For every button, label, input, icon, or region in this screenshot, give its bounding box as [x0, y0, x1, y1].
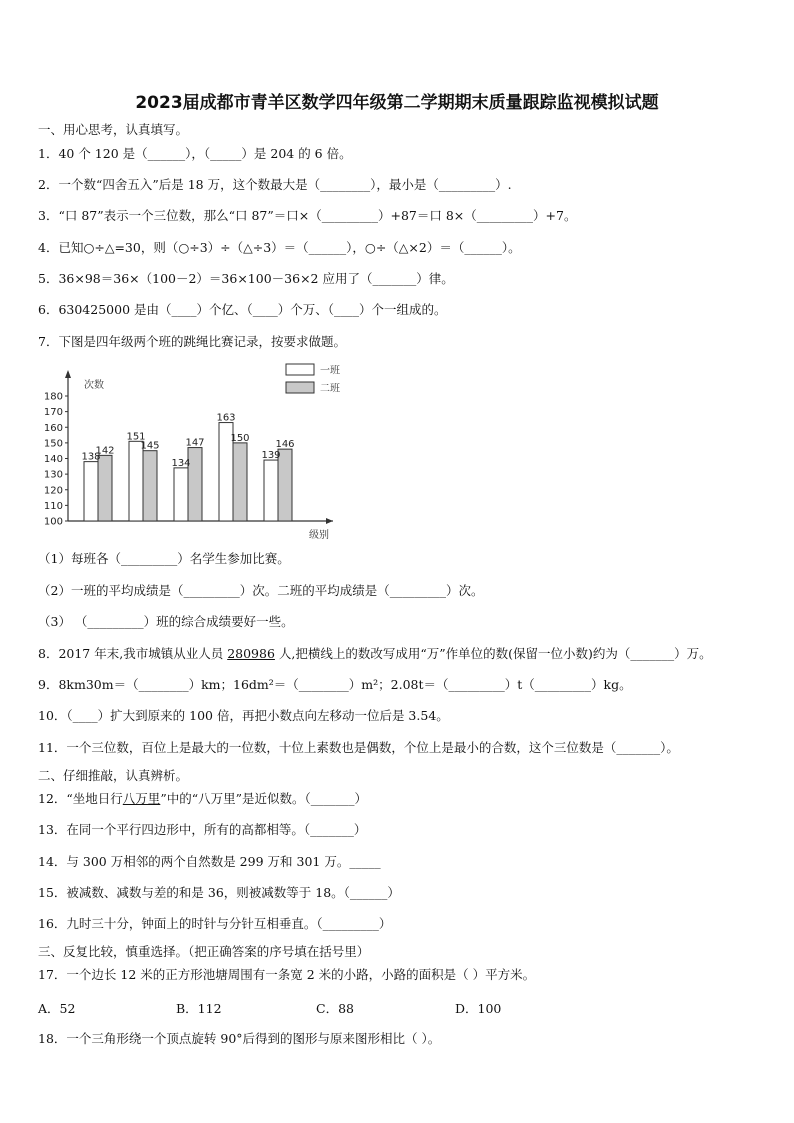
data-label: 150 [230, 432, 250, 444]
legend-label: 二班 [320, 383, 340, 395]
option-a[interactable]: A．52 [38, 1001, 76, 1016]
question-4: 4．已知○÷△=30，则（○÷3）÷（△÷3）＝（______），○÷（△×2）＝（______）。 [38, 240, 521, 255]
page-title: 2023届成都市青羊区数学四年级第二学期期末质量跟踪监视模拟试题 [135, 93, 659, 113]
question-9: 9．8km30m＝（________）km；16dm²＝（________）m²；2.08t＝（_________）t（_________）kg。 [38, 677, 632, 692]
section-1-heading: 一、用心思考，认真填写。 [38, 122, 189, 137]
chart-svg [38, 356, 348, 546]
question-8-part-a: 8．2017 年末,我市城镇从业人员 [38, 646, 228, 661]
question-8-part-b: 人,把横线上的数改写成用“万”作单位的数(保留一位小数)约为（_______）万。 [274, 646, 712, 661]
chart-y-ticks [44, 392, 68, 528]
y-tick-label: 110 [43, 500, 63, 512]
question-13: 13．在同一个平行四边形中，所有的高都相等。（_______） [38, 822, 367, 837]
data-label: 147 [185, 437, 205, 449]
question-11: 11．一个三位数，百位上是最大的一位数，十位上素数也是偶数，个位上是最小的合数，这个三位数是（_______）。 [38, 740, 679, 755]
bar-class1 [129, 441, 143, 521]
y-tick-label: 170 [43, 407, 63, 419]
legend-label: 一班 [320, 365, 340, 377]
data-label: 163 [216, 412, 236, 424]
legend-swatch [286, 382, 314, 393]
bar-class2 [143, 451, 157, 521]
question-18: 18．一个三角形绕一个顶点旋转 90°后得到的图形与原来图形相比（ ）。 [38, 1031, 441, 1046]
question-12-underlined: 八万里 [122, 791, 161, 806]
data-label: 151 [126, 431, 146, 443]
y-tick-label: 140 [43, 454, 63, 465]
y-tick-label: 130 [43, 469, 63, 481]
data-label: 138 [81, 451, 101, 463]
x-axis-label: 级别 [309, 530, 329, 541]
y-tick-label: 100 [43, 516, 63, 528]
section-3-heading: 三、反复比较，慎重选择。（把正确答案的序号填在括号里） [38, 944, 370, 959]
y-tick-label: 120 [43, 485, 63, 497]
question-1: 1．40 个 120 是（______），（_____）是 204 的 6 倍。 [38, 146, 352, 161]
y-tick-label: 180 [43, 391, 63, 403]
question-15: 15．被减数、减数与差的和是 36，则被减数等于 18。（______） [38, 885, 400, 900]
option-c[interactable]: C．88 [316, 1001, 354, 1016]
y-axis-arrow [65, 370, 71, 378]
question-2: 2．一个数“四舍五入”后是 18 万，这个数最大是（________），最小是（_________）. [38, 177, 512, 192]
question-7-2: （2）一班的平均成绩是（_________）次。二班的平均成绩是（_________）次。 [38, 583, 484, 598]
question-7: 7．下图是四年级两个班的跳绳比赛记录，按要求做题。 [38, 334, 346, 349]
bar-class1 [84, 462, 98, 521]
data-label: 142 [95, 445, 115, 457]
data-label: 146 [275, 439, 295, 451]
y-tick-label: 160 [43, 422, 63, 434]
question-12 [38, 791, 367, 807]
bar-class1 [264, 460, 278, 521]
question-5: 5．36×98＝36×（100－2）＝36×100－36×2 应用了（_______）律。 [38, 271, 454, 286]
question-10: 10．（____）扩大到原来的 100 倍，再把小数点向左移动一位后是 3.54。 [38, 708, 449, 723]
chart-legend [286, 364, 340, 395]
y-tick-label: 150 [43, 438, 63, 450]
x-axis-arrow [326, 518, 333, 524]
option-b[interactable]: B．112 [176, 1001, 222, 1016]
bar-class2 [98, 455, 112, 521]
question-8 [38, 646, 712, 662]
question-16: 16．九时三十分，钟面上的时针与分针互相垂直。（_________） [38, 916, 392, 931]
question-17: 17．一个边长 12 米的正方形池塘周围有一条宽 2 米的小路，小路的面积是（ ）平方米。 [38, 967, 536, 982]
question-12-part-a: 12．“坐地日行 [38, 791, 123, 806]
question-12-part-b: ”中的“八万里”是近似数。（_______） [160, 791, 367, 806]
option-d[interactable]: D．100 [455, 1001, 502, 1016]
data-label: 134 [171, 457, 191, 469]
question-7-1: （1）每班各（_________）名学生参加比赛。 [38, 551, 290, 566]
data-label: 139 [261, 450, 281, 462]
chart-data-labels [81, 413, 294, 469]
question-7-3: （3） （_________）班的综合成绩要好一些。 [38, 614, 294, 629]
y-axis-label: 次数 [84, 380, 104, 391]
legend-swatch [286, 364, 314, 375]
question-6: 6．630425000 是由（____）个亿、（____）个万、（____）个一组成的。 [38, 302, 447, 317]
bar-class2 [233, 443, 247, 521]
jump-rope-bar-chart [38, 356, 348, 546]
question-3: 3．“口 87”表示一个三位数，那么“口 87”＝口×（_________）+87＝口 8×（_________）+7。 [38, 208, 577, 223]
data-label: 145 [140, 440, 160, 452]
bar-class1 [174, 468, 188, 521]
question-8-underlined-number: 280986 [227, 646, 275, 661]
question-14: 14．与 300 万相邻的两个自然数是 299 万和 301 万。_____ [38, 854, 381, 869]
section-2-heading: 二、仔细推敲，认真辨析。 [38, 768, 189, 783]
